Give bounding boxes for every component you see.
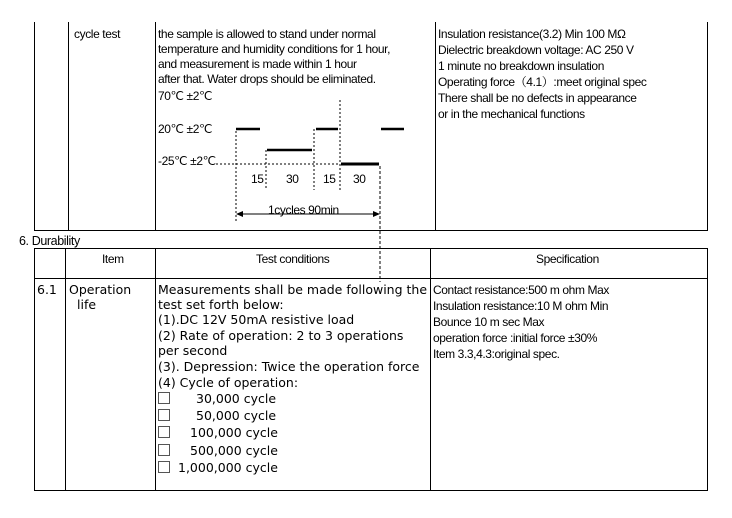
checkbox[interactable] (158, 409, 170, 421)
op-spec-line-4: operation force :initial force ±30% (433, 331, 598, 345)
spec-line-2: Dielectric breakdown voltage: AC 250 V (438, 43, 634, 57)
header-specification: Specification (536, 252, 599, 266)
op-spec-line-5: Item 3.3,4.3:original spec. (433, 347, 560, 361)
checkbox[interactable] (158, 426, 170, 438)
duration-4: 30 (353, 172, 366, 186)
cycle-length-label: 1cycles 90min (268, 203, 339, 217)
spec-line-5: There shall be no defects in appearance (438, 91, 637, 105)
spec-line-4: Operating force（4.1）:meet original spec (438, 75, 647, 89)
op-conditions-line-3: (1).DC 12V 50mA resistive load (158, 312, 355, 327)
item-life: life (77, 297, 97, 312)
cycle-option-100000[interactable]: 100,000 cycle (158, 425, 278, 441)
spec-line-1: Insulation resistance(3.2) Min 100 MΩ (438, 27, 626, 41)
temp-low-label: -25℃ ±2℃ (158, 154, 216, 168)
op-spec-line-1: Contact resistance:500 m ohm Max (433, 283, 609, 297)
cycle-option-50000[interactable]: 50,000 cycle (158, 408, 276, 424)
op-conditions-line-5: per second (158, 343, 228, 358)
item-cycle-test: cycle test (74, 27, 121, 41)
temp-high-label: 70℃ ±2℃ (158, 89, 213, 103)
cycle-option-500000[interactable]: 500,000 cycle (158, 443, 278, 459)
op-conditions-line-7: (4) Cycle of operation: (158, 375, 299, 390)
op-spec-line-2: Insulation resistance:10 M ohm Min (433, 299, 609, 313)
op-conditions-line-6: (3). Depression: Twice the operation force (158, 359, 420, 374)
duration-3: 15 (323, 172, 336, 186)
spec-line-6: or in the mechanical functions (438, 107, 585, 121)
cycle-option-1000000[interactable]: 1,000,000 cycle (158, 460, 278, 476)
duration-1: 15 (251, 172, 264, 186)
conditions-line-2: temperature and humidity conditions for 1 hour, (158, 42, 391, 56)
conditions-line-4: after that. Water drops should be eliminated. (158, 72, 376, 86)
conditions-line-1: the sample is allowed to stand under normal (158, 27, 376, 41)
section-title: 6. Durability (19, 234, 80, 248)
cycle-option-30000[interactable]: 30,000 cycle (158, 391, 276, 407)
checkbox[interactable] (158, 444, 170, 456)
op-conditions-line-4: (2) Rate of operation: 2 to 3 operations (158, 328, 404, 343)
op-spec-line-3: Bounce 10 m sec Max (433, 315, 545, 329)
row-number: 6.1 (37, 282, 57, 297)
op-conditions-line-2: test set forth below: (158, 297, 284, 312)
temp-mid-label: 20℃ ±2℃ (158, 122, 213, 136)
checkbox[interactable] (158, 392, 170, 404)
item-operation: Operation (69, 282, 132, 297)
op-conditions-line-1: Measurements shall be made following the (158, 282, 428, 297)
header-test-conditions: Test conditions (256, 252, 330, 266)
spec-line-3: 1 minute no breakdown insulation (438, 59, 604, 73)
duration-2: 30 (286, 172, 299, 186)
conditions-line-3: and measurement is made within 1 hour (158, 57, 357, 71)
checkbox[interactable] (158, 461, 170, 473)
header-item: Item (102, 252, 124, 266)
